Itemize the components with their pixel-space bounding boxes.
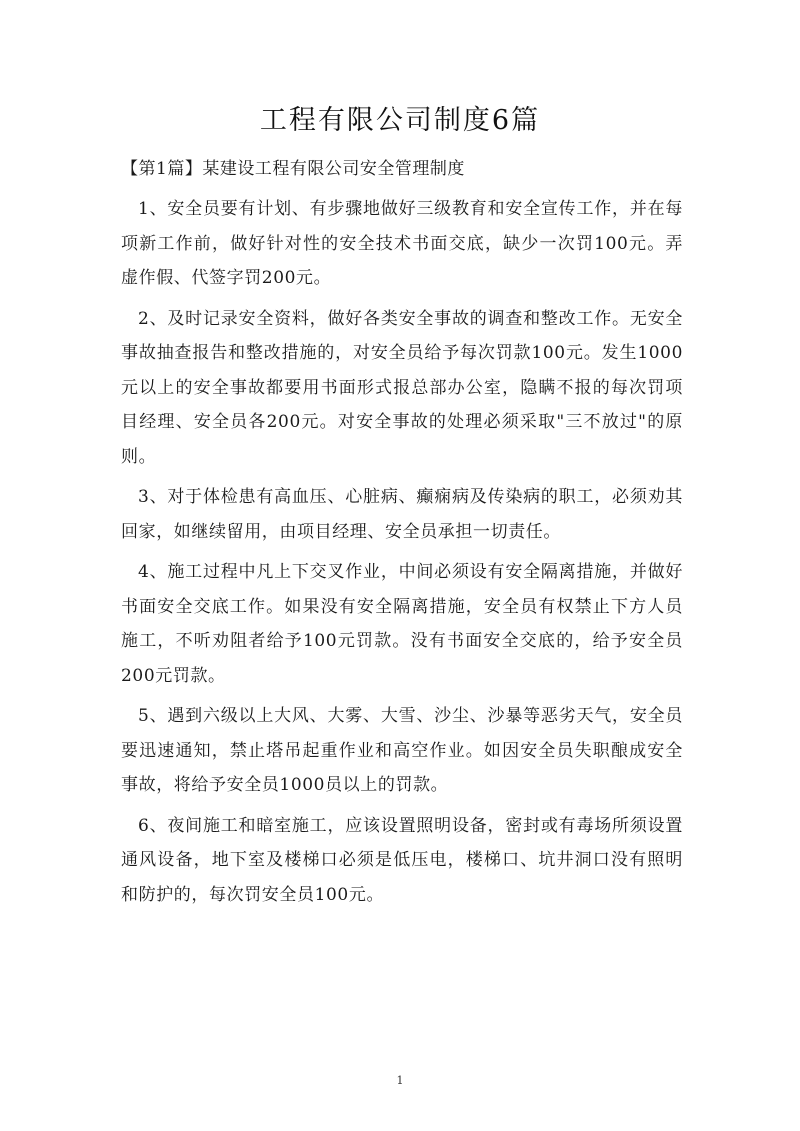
page-number: 1 — [396, 1074, 404, 1087]
paragraph-rule-2: 2、及时记录安全资料，做好各类安全事故的调查和整改工作。无安全事故抽查报告和整改措施的，对安全员给予每次罚款100元。发生1000元以上的安全事故都要用书面形式报总部办公室，隐瞒不报的每次罚项目经理、安全员各200元。对安全事故的处理必须采取"三不放过"的原则。 — [121, 308, 683, 467]
document-title: 工程有限公司制度6篇 — [259, 105, 541, 136]
paragraph-rule-6: 6、夜间施工和暗室施工，应该设置照明设备，密封或有毒场所须设置通风设备，地下室及楼梯口必须是低压电，楼梯口、坑井洞口没有照明和防护的，每次罚安全员100元。 — [121, 815, 683, 905]
paragraph-rule-1: 1、安全员要有计划、有步骤地做好三级教育和安全宣传工作，并在每项新工作前，做好针对性的安全技术书面交底，缺少一次罚100元。弄虚作假、代签字罚200元。 — [121, 199, 683, 288]
document-body — [121, 152, 683, 918]
paragraph-rule-4: 4、施工过程中凡上下交叉作业，中间必须设有安全隔离措施，并做好书面安全交底工作。如果没有安全隔离措施，安全员有权禁止下方人员施工，不听劝阻者给予100元罚款。没有书面安全交底的，给予安全员200元罚款。 — [121, 562, 683, 686]
paragraph-rule-3: 3、对于体检患有高血压、心脏病、癫痫病及传染病的职工，必须劝其回家，如继续留用，由项目经理、安全员承担一切责任。 — [121, 487, 683, 542]
paragraph-rule-5: 5、遇到六级以上大风、大雾、大雪、沙尘、沙暴等恶劣天气，安全员要迅速通知，禁止塔吊起重作业和高空作业。如因安全员失职酿成安全事故，将给予安全员1000员以上的罚款。 — [121, 706, 683, 795]
section-heading: 【第1篇】某建设工程有限公司安全管理制度 — [121, 159, 465, 179]
